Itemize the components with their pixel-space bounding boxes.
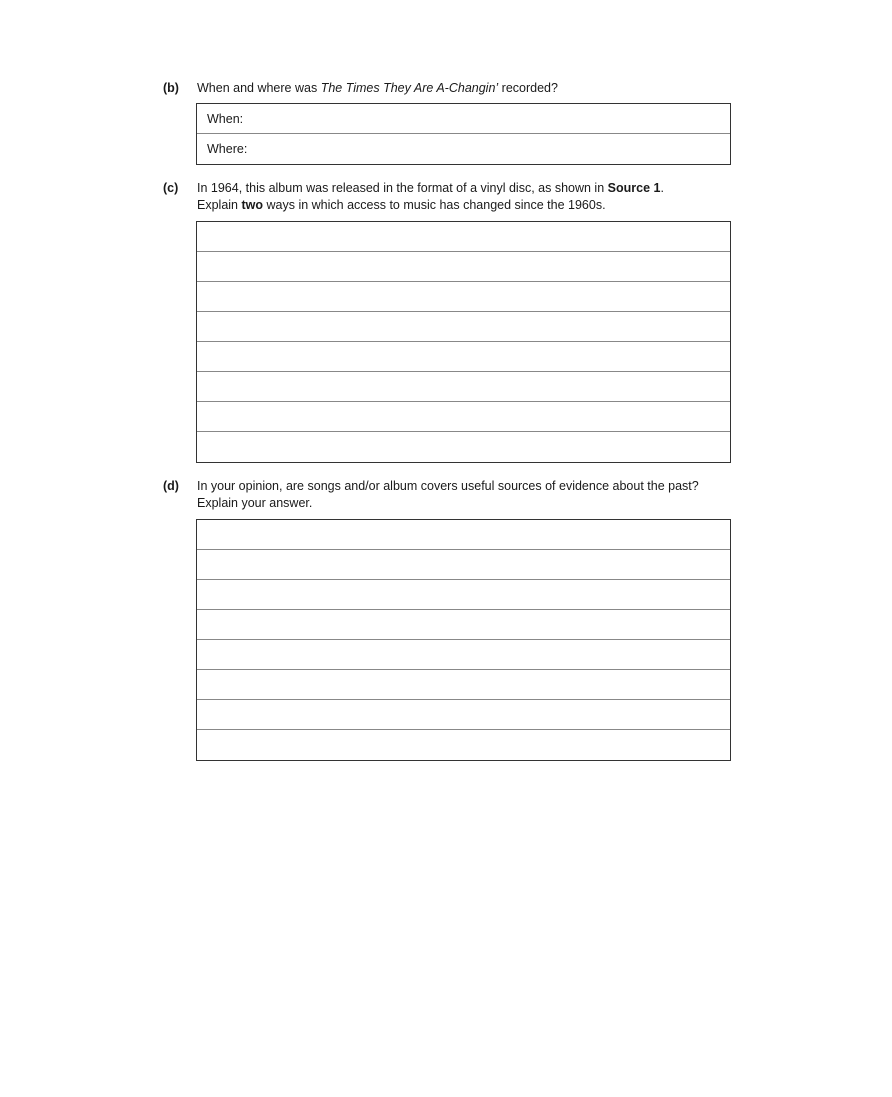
question-b-text-start: When and where was <box>197 81 321 95</box>
answer-line[interactable] <box>197 222 730 252</box>
where-label: Where: <box>207 142 248 156</box>
question-c-text <box>197 180 664 214</box>
question-d-label: (d) <box>163 479 179 493</box>
answer-line[interactable] <box>197 730 730 760</box>
question-d-text <box>197 478 699 512</box>
answer-row-where[interactable] <box>197 134 730 164</box>
answer-line[interactable] <box>197 342 730 372</box>
question-c-line-2-end: ways in which access to music has changed since the 1960s. <box>263 198 606 212</box>
answer-box-b <box>196 103 731 165</box>
when-label: When: <box>207 111 244 126</box>
answer-box-d <box>196 519 731 761</box>
question-d-line-1: In your opinion, are songs and/or album covers useful sources of evidence about the past? <box>197 479 699 493</box>
emphasis-two: two <box>241 198 264 212</box>
question-c-line-2 <box>197 197 664 214</box>
question-b-text <box>197 80 558 97</box>
question-b-text-end: recorded? <box>498 81 558 95</box>
answer-line[interactable] <box>197 580 730 610</box>
question-b-label: (b) <box>163 81 179 95</box>
answer-line[interactable] <box>197 372 730 402</box>
answer-line[interactable] <box>197 312 730 342</box>
question-c-line-1-start: In 1964, this album was released in the format of a vinyl disc, as shown in <box>197 181 608 195</box>
answer-line[interactable] <box>197 550 730 580</box>
question-c-label: (c) <box>163 181 179 195</box>
answer-line[interactable] <box>197 700 730 730</box>
answer-line[interactable] <box>197 520 730 550</box>
answer-line[interactable] <box>197 670 730 700</box>
answer-line[interactable] <box>197 610 730 640</box>
question-c-line-2-start: Explain <box>197 198 242 212</box>
answer-line[interactable] <box>197 282 730 312</box>
answer-line[interactable] <box>197 252 730 282</box>
question-d-line-2: Explain your answer. <box>197 496 313 510</box>
album-title: The Times They Are A-Changin’ <box>320 81 499 95</box>
question-c-line-1-end: . <box>660 181 664 195</box>
question-c-line-1 <box>197 180 664 197</box>
answer-line[interactable] <box>197 432 730 462</box>
answer-box-c <box>196 221 731 463</box>
answer-row-when[interactable] <box>197 104 730 134</box>
source-reference: Source 1 <box>607 181 661 195</box>
answer-line[interactable] <box>197 640 730 670</box>
answer-line[interactable] <box>197 402 730 432</box>
